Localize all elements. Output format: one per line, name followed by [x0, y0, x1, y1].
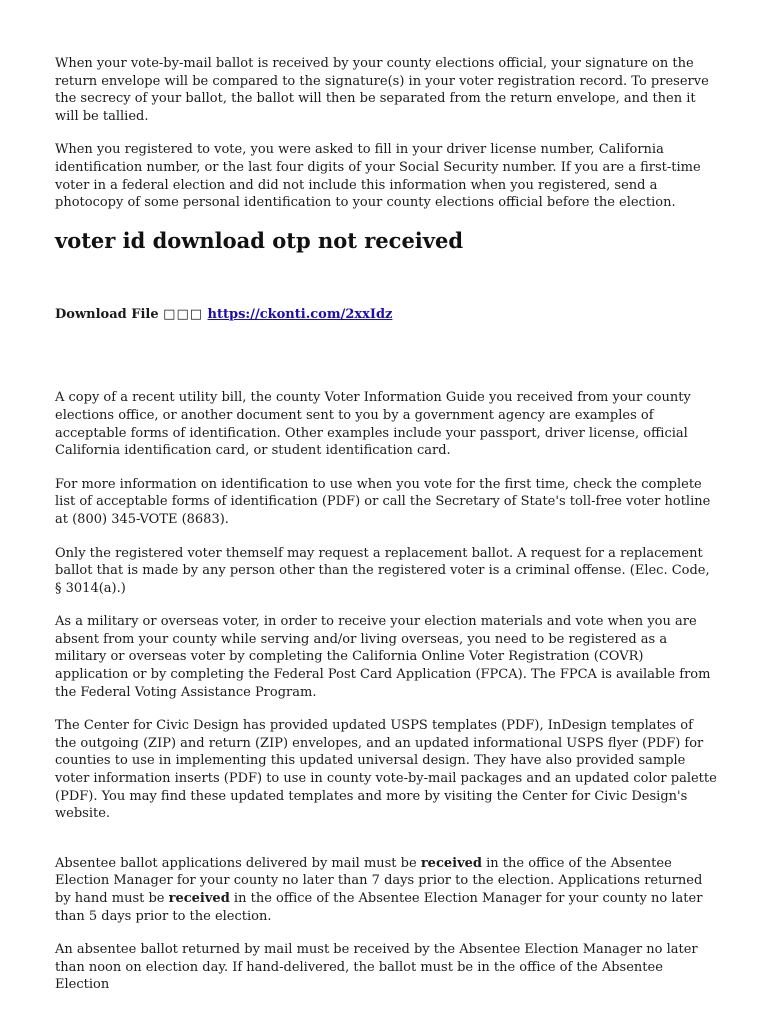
- download-label: Download File: [55, 306, 159, 322]
- page-heading: voter id download otp not received: [55, 227, 464, 253]
- paragraph-registration-id: When you registered to vote, you were asked to fill in your driver license number, California identification number, or the last four digits of your Social Security number. If you are a first-time voter in a federal election and did not include this information when you registered, send a photocopy of some personal identification to your county elections official before the election.: [55, 142, 701, 211]
- arrow-glyphs-icon: □□□: [163, 306, 204, 322]
- absentee-text-3: in the office of the Absentee Election Manager for your county no later than 5 days prior to the election.: [55, 891, 703, 924]
- absentee-bold-2: received: [168, 891, 230, 906]
- paragraph-first-time-info: For more information on identification to use when you vote for the first time, check the complete list of acceptable forms of identification (PDF) or call the Secretary of State's toll-free voter hotline at (800) 345-VOTE (8683).: [55, 476, 711, 527]
- spacer: [55, 323, 717, 389]
- document-page: [55, 55, 717, 1010]
- absentee-text-1: Absentee ballot applications delivered by mail must be: [55, 855, 421, 871]
- download-line: [55, 306, 717, 324]
- paragraph-acceptable-id: A copy of a recent utility bill, the county Voter Information Guide you received from your county elections office, or another document sent to you by a government agency are examples of acceptable forms of identification. Other examples include your passport, driver license, official California identification card, or student identification card.: [55, 390, 691, 459]
- absentee-text-2: in the office of the Absentee Election Manager for your county no later than 7 days prior to the election. Applications returned by hand must be: [55, 855, 703, 906]
- paragraph-civic-design: The Center for Civic Design has provided updated USPS templates (PDF), InDesign templates of the outgoing (ZIP) and return (ZIP) envelopes, and an updated informational USPS flyer (PDF) for counties to use in implementing this updated universal design. They have also provided sample voter information inserts (PDF) to use in county vote-by-mail packages and an updated color palette (PDF). You may find these updated templates and more by visiting the Center for Civic Design's website.: [55, 718, 717, 822]
- absentee-bold-1: received: [420, 855, 482, 871]
- paragraph-replacement-ballot: Only the registered voter themself may request a replacement ballot. A request for a replacement ballot that is made by any person other than the registered voter is a criminal offense. (Elec. Code, § 3014(a).): [55, 545, 710, 596]
- paragraph-signature-verification: When your vote-by-mail ballot is received by your county elections official, your signature on the return envelope will be compared to the signature(s) in your voter registration record. To preserve the secrecy of your ballot, the ballot will then be separated from the return envelope, and then it will be tallied.: [55, 56, 709, 124]
- paragraph-absentee-ballot-return: An absentee ballot returned by mail must be received by the Absentee Election Manager no later than noon on election day. If hand-delivered, the ballot must be in the office of the Absentee Election: [55, 942, 698, 993]
- spacer: [55, 839, 717, 855]
- paragraph-absentee-applications: [55, 855, 717, 925]
- download-link[interactable]: https://ckonti.com/2xxIdz: [207, 306, 393, 322]
- paragraph-military-overseas: As a military or overseas voter, in order to receive your election materials and vote when you are absent from your county while serving and/or living overseas, you need to be registered as a military or overseas voter by completing the California Online Voter Registration (COVR) application or by completing the Federal Post Card Application (FPCA). The FPCA is available from the Federal Voting Assistance Program.: [55, 614, 711, 700]
